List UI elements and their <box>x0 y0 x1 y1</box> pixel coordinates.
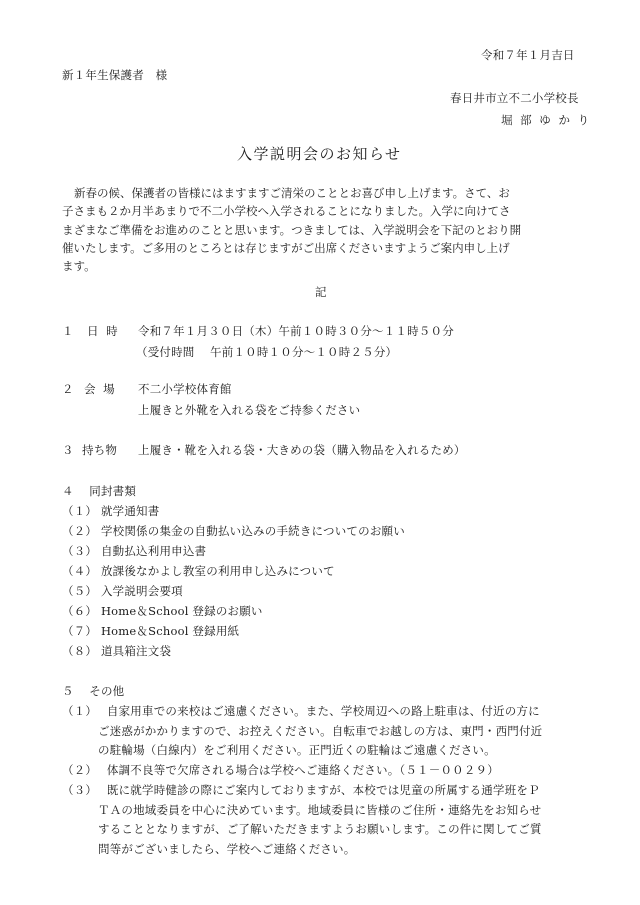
intro-line: ます。 <box>62 259 96 274</box>
doc-item: （１） 就学通知書 <box>62 504 160 518</box>
doc-item: （７） Home＆School 登録用紙 <box>62 624 240 638</box>
recipient: 新１年生保護者 様 <box>62 68 168 82</box>
item1-number: １ <box>62 324 74 338</box>
note-line: の駐輪場（白線内）をご利用ください。正門近くの駐輪はご遠慮ください。 <box>98 743 496 757</box>
note-line: ご迷惑がかかりますので、お控えください。自転車でお越しの方は、東門・西門付近 <box>98 724 543 738</box>
doc-item: （２） 学校関係の集金の自動払い込みの手続きについてのお願い <box>62 524 405 538</box>
item1-label: 日 時 <box>87 324 120 338</box>
page-title: 入学説明会のお知らせ <box>237 145 402 163</box>
doc-item: （６） Home＆School 登録のお願い <box>62 604 263 618</box>
note-line: （２） 体調不良等で欠席される場合は学校へご連絡ください。（５１－００２９） <box>62 763 499 777</box>
note-line: （３） 既に就学時健診の際にご案内しておりますが、本校では児童の所属する通学班をＰ <box>62 783 540 797</box>
item1-value: 令和７年１月３０日（木）午前１０時３０分～１１時５０分 <box>138 324 454 338</box>
ki-mark: 記 <box>315 285 327 299</box>
intro-line: 新春の候、保護者の皆様にはますますご清栄のこととお喜び申し上げます。さて、お <box>74 186 510 200</box>
doc-item: （４） 放課後なかよし教室の利用申し込みについて <box>62 564 335 578</box>
item3-value: 上履き・靴を入れる袋・大きめの袋（購入物品を入れるため） <box>138 443 466 457</box>
issue-date: 令和７年１月吉日 <box>481 48 575 62</box>
intro-line: 子さまも２か月半あまりで不二小学校へ入学されることになりました。入学に向けてさ <box>62 204 511 219</box>
item2-sub: 上履きと外靴を入れる袋をご持参ください <box>138 403 361 417</box>
intro-line: まざまなご準備をお進めのことと思います。つきましては、入学説明会を下記のとおり開 <box>62 222 522 237</box>
intro-paragraph <box>62 184 587 275</box>
intro-line: 催いたします。ご多用のところとは存じますがご出席くださいますようご案内申し上げ <box>62 240 510 255</box>
item2-number: ２ <box>62 382 74 396</box>
note-line: することとなりますが、ご了解いただきますようお願いします。この件に関してご質 <box>98 822 542 836</box>
school-name: 春日井市立不二小学校長 <box>450 91 579 105</box>
item3-number: ３ <box>62 443 74 457</box>
item3-label: 持ち物 <box>82 443 118 457</box>
note-line: ＴＡの地域委員を中心に決めています。地域委員に皆様のご住所・連絡先をお知らせ <box>98 803 542 817</box>
note-line: 問等がございましたら、学校へご連絡ください。 <box>98 842 356 856</box>
doc-item: （３） 自動払込利用申込書 <box>62 544 207 558</box>
doc-item: （５） 入学説明会要項 <box>62 584 183 598</box>
doc-item: （８） 道具箱注文袋 <box>62 644 172 658</box>
item5-heading: ５ その他 <box>62 684 125 698</box>
note-line: （１） 自家用車での来校はご遠慮ください。また、学校周辺への路上駐車は、付近の方に <box>62 704 540 718</box>
item2-value: 不二小学校体育館 <box>138 382 232 396</box>
principal-name: 堀 部 ゆ か り <box>501 113 592 127</box>
item4-heading: ４ 同封書類 <box>62 484 137 498</box>
item1-sub: （受付時間 午前１０時１０分～１０時２５分） <box>136 345 398 359</box>
item2-label: 会 場 <box>84 382 117 396</box>
